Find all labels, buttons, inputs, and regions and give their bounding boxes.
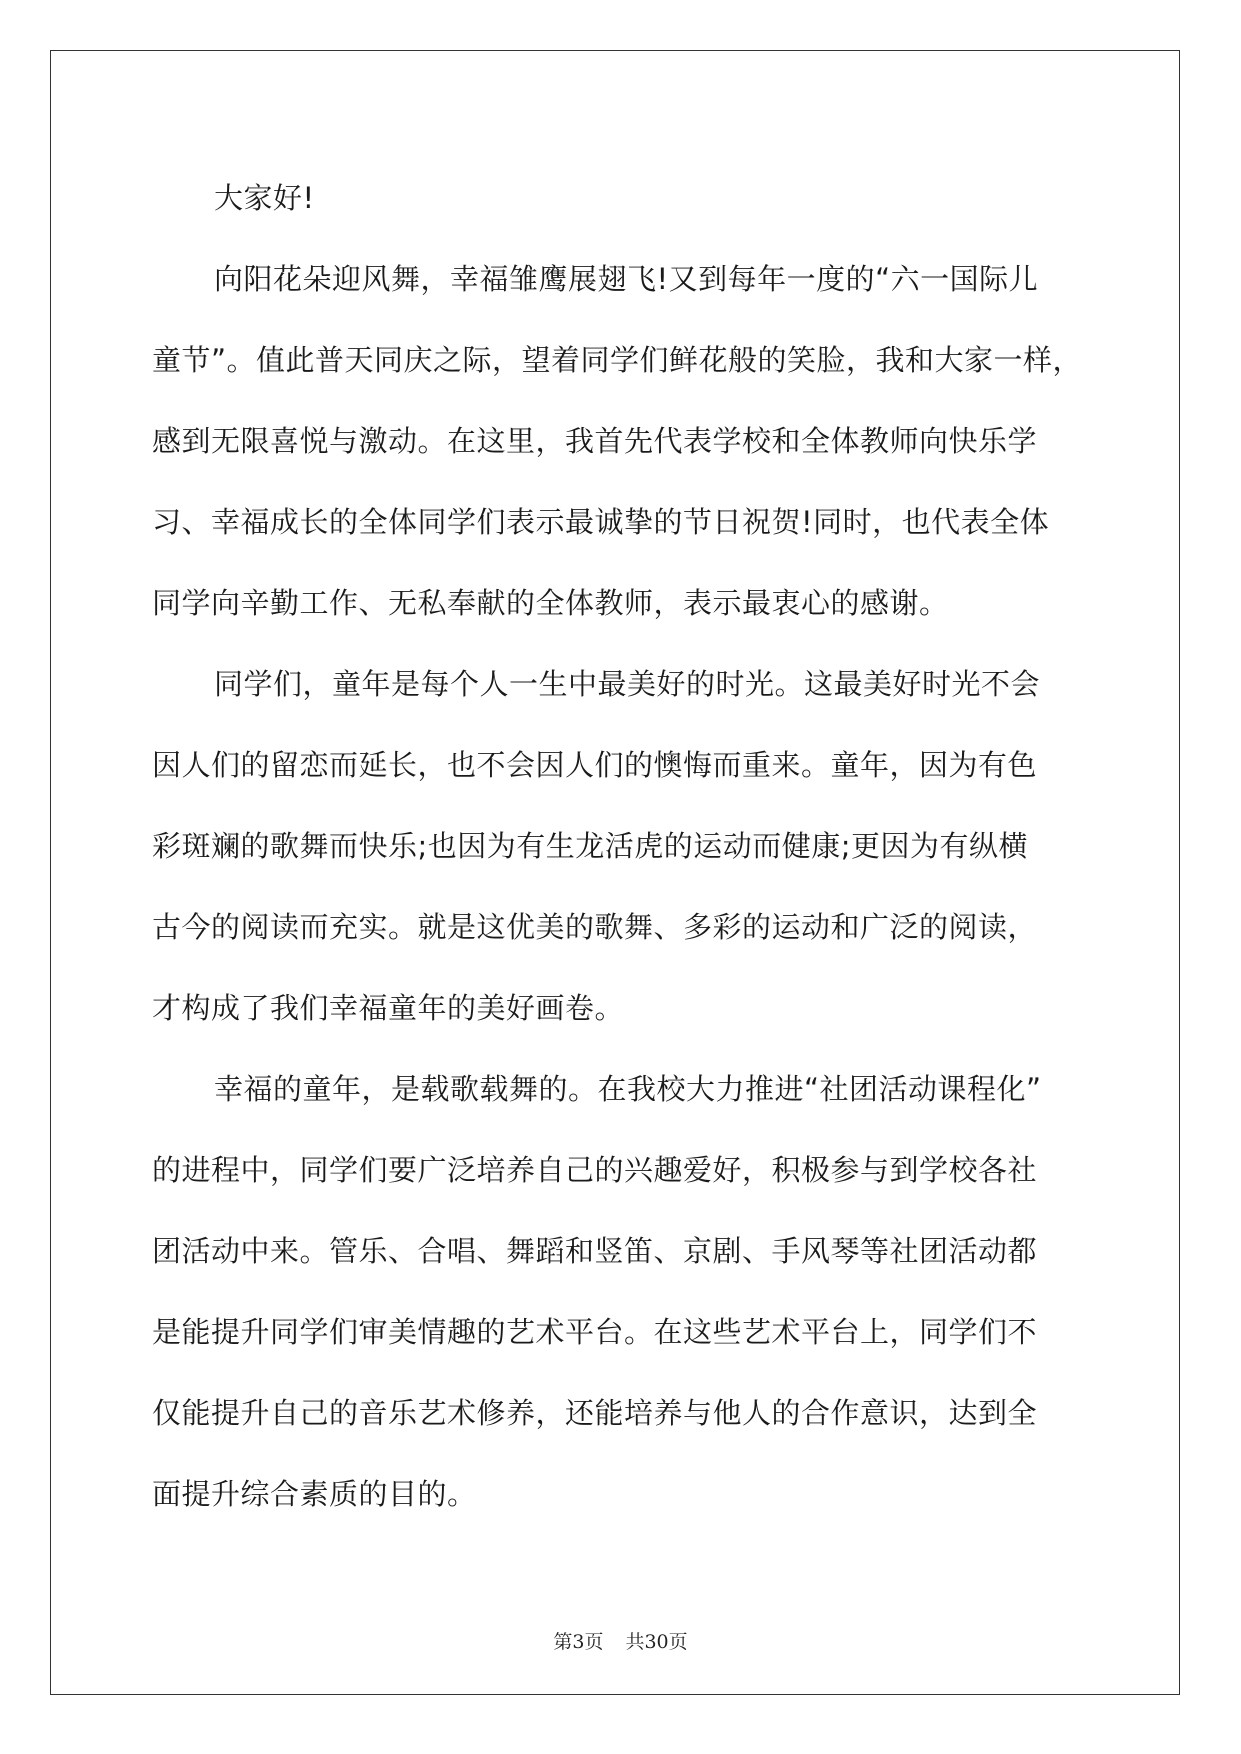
text-line: 感到无限喜悦与激动。在这里，我首先代表学校和全体教师向快乐学: [152, 424, 1038, 458]
text-line: 习、幸福成长的全体同学们表示最诚挚的节日祝贺!同时，也代表全体: [152, 505, 1050, 539]
text-line: 团活动中来。管乐、合唱、舞蹈和竖笛、京剧、手风琴等社团活动都: [152, 1234, 1038, 1268]
text-line: 面提升综合素质的目的。: [152, 1477, 477, 1511]
document-body: [152, 158, 1087, 1535]
text-line: 大家好!: [214, 181, 315, 215]
text-line: 同学向辛勤工作、无私奉献的全体教师，表示最衷心的感谢。: [152, 586, 949, 620]
text-line: 同学们，童年是每个人一生中最美好的时光。这最美好时光不会: [214, 667, 1041, 701]
text-line: 是能提升同学们审美情趣的艺术平台。在这些艺术平台上，同学们不: [152, 1315, 1038, 1349]
page-number: 第3页: [553, 1631, 604, 1653]
text-line: 的进程中，同学们要广泛培养自己的兴趣爱好，积极参与到学校各社: [152, 1153, 1038, 1187]
text-line: 因人们的留恋而延长，也不会因人们的懊悔而重来。童年，因为有色: [152, 748, 1038, 782]
text-line: 向阳花朵迎风舞，幸福雏鹰展翅飞!又到每年一度的“六一国际儿: [214, 262, 1039, 296]
text-line: 彩斑斓的歌舞而快乐;也因为有生龙活虎的运动而健康;更因为有纵横: [152, 829, 1029, 863]
page-footer: [0, 1627, 1241, 1654]
text-line: 童节”。值此普天同庆之际，望着同学们鲜花般的笑脸，我和大家一样，: [152, 343, 1083, 377]
text-line: 古今的阅读而充实。就是这优美的歌舞、多彩的运动和广泛的阅读，: [152, 910, 1038, 944]
text-line: 幸福的童年，是载歌载舞的。在我校大力推进“社团活动课程化”: [214, 1072, 1042, 1106]
text-line: 才构成了我们幸福童年的美好画卷。: [152, 991, 625, 1025]
page-total: 共30页: [625, 1631, 688, 1653]
text-line: 仅能提升自己的音乐艺术修养，还能培养与他人的合作意识，达到全: [152, 1396, 1038, 1430]
